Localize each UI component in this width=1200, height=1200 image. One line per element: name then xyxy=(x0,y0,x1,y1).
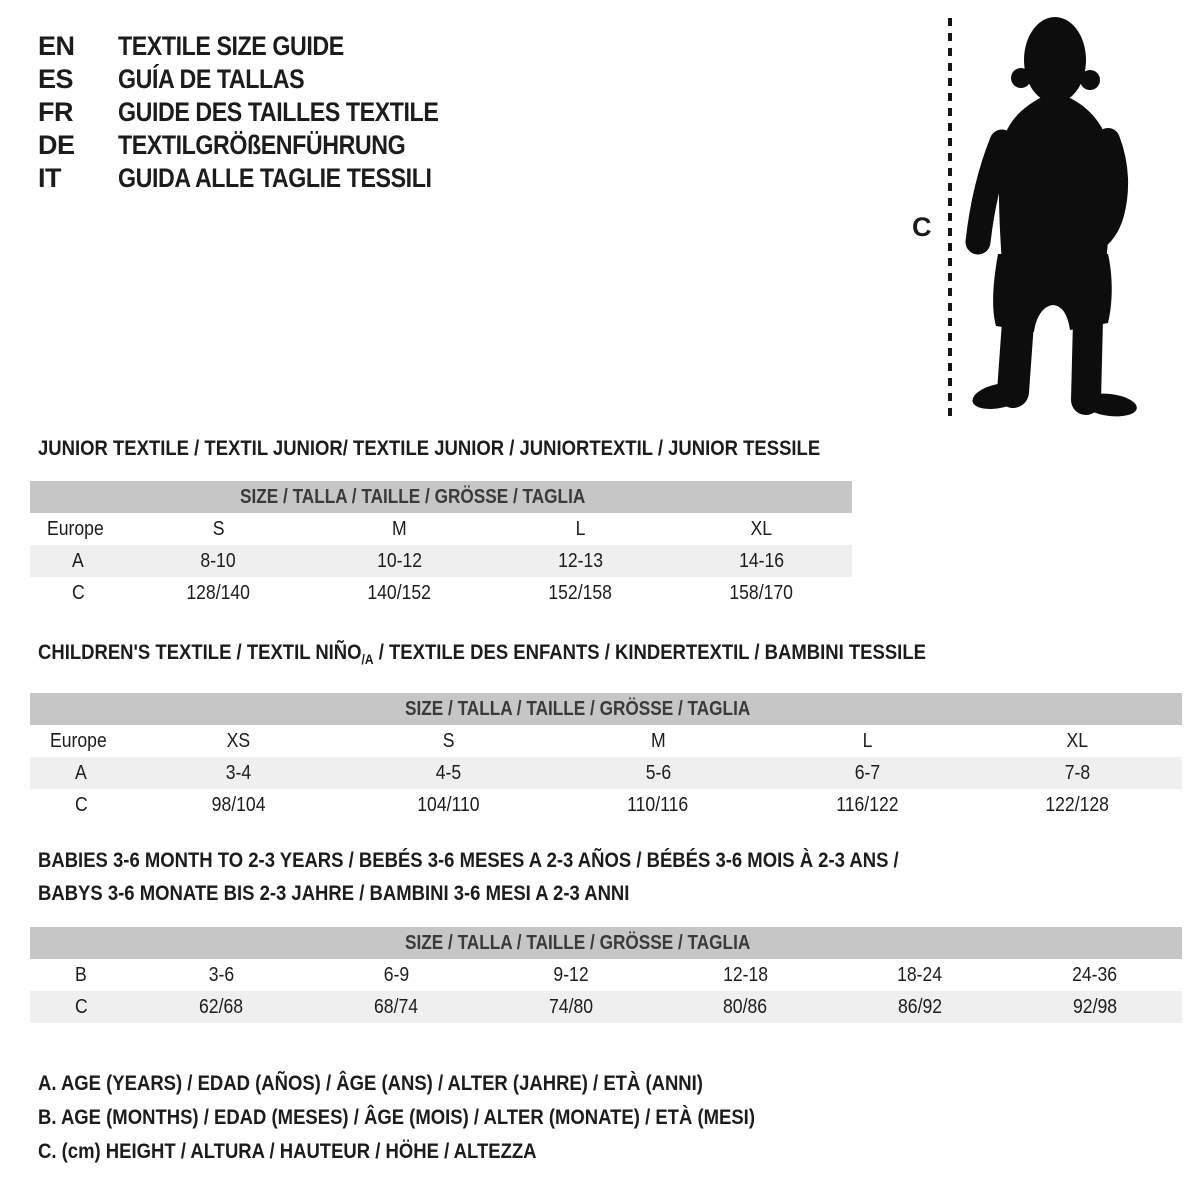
size-value-cell xyxy=(553,725,763,757)
language-code: IT xyxy=(38,163,61,193)
size-value-text: 104/110 xyxy=(417,793,480,816)
size-value-text: 12-18 xyxy=(722,963,768,986)
size-value-text: 6-7 xyxy=(854,761,881,784)
size-value-text: XL xyxy=(1066,729,1088,752)
size-value-text: L xyxy=(575,517,586,540)
row-label-cell xyxy=(30,789,134,821)
size-value-text: L xyxy=(862,729,873,752)
size-value-cell xyxy=(483,991,658,1023)
size-value-cell xyxy=(128,513,309,545)
size-value-cell xyxy=(309,991,484,1023)
size-value-cell xyxy=(833,991,1008,1023)
language-title: GUIDE DES TAILLES TEXTILE xyxy=(118,97,439,127)
size-value-cell xyxy=(671,513,852,545)
size-value-text: 68/74 xyxy=(373,995,419,1018)
row-label-text: C xyxy=(74,995,88,1018)
babies-size-table xyxy=(30,927,1182,1023)
size-value-cell xyxy=(309,545,490,577)
measurement-legend xyxy=(38,1066,872,1168)
size-value-cell xyxy=(134,725,344,757)
size-value-text: 4-5 xyxy=(435,761,462,784)
size-value-cell xyxy=(763,789,973,821)
language-title: TEXTILGRÖßENFÜHRUNG xyxy=(118,130,406,160)
size-value-cell xyxy=(972,725,1182,757)
size-value-text: M xyxy=(650,729,666,752)
children-table-title-text xyxy=(38,636,926,676)
size-value-cell xyxy=(490,513,671,545)
size-value-text: 3-6 xyxy=(208,963,235,986)
size-value-text: 92/98 xyxy=(1072,995,1117,1018)
size-value-text: M xyxy=(392,517,407,540)
language-row xyxy=(38,63,491,96)
size-value-text: 24-36 xyxy=(1072,963,1118,986)
row-label-cell xyxy=(30,545,128,577)
size-value-text: 9-12 xyxy=(553,963,589,986)
language-code: DE xyxy=(38,130,75,160)
measurement-figure xyxy=(900,0,1200,440)
size-value-text: 62/68 xyxy=(199,995,244,1018)
size-value-text: 12-13 xyxy=(557,549,604,572)
table-header-cell xyxy=(30,693,1182,725)
size-value-text: 80/86 xyxy=(723,995,768,1018)
language-code: EN xyxy=(38,31,75,61)
size-value-cell xyxy=(763,757,973,789)
table-row xyxy=(30,757,1182,789)
height-marker-label: C xyxy=(912,212,932,242)
junior-table-title-text: JUNIOR TEXTILE / TEXTIL JUNIOR/ TEXTILE JUNIOR / JUNIORTEXTIL / JUNIOR TESSILE xyxy=(38,436,821,460)
language-row xyxy=(38,30,491,63)
size-table-grid xyxy=(30,693,1182,821)
babies-table-title-line1: BABIES 3-6 MONTH TO 2-3 YEARS / BEBÉS 3-6 MESES A 2-3 AÑOS / BÉBÉS 3-6 MOIS À 2-3 ANS / xyxy=(38,848,899,872)
children-table-title xyxy=(38,636,1071,676)
row-label-cell xyxy=(30,577,128,609)
size-value-text: 98/104 xyxy=(211,793,266,816)
size-value-cell xyxy=(833,959,1008,991)
size-value-cell xyxy=(658,991,833,1023)
size-value-text: S xyxy=(212,517,225,540)
size-value-text: 3-4 xyxy=(226,761,252,784)
language-code: FR xyxy=(38,97,73,127)
size-value-text: XL xyxy=(750,517,773,540)
row-label-cell xyxy=(30,725,134,757)
size-value-cell xyxy=(128,577,309,609)
table-row xyxy=(30,513,852,545)
table-header-row xyxy=(30,693,1182,725)
size-value-cell xyxy=(134,757,344,789)
size-value-text: 74/80 xyxy=(548,995,593,1018)
size-value-text: 86/92 xyxy=(897,995,942,1018)
size-value-text: 18-24 xyxy=(897,963,943,986)
size-value-text: 116/122 xyxy=(836,793,899,816)
size-value-cell xyxy=(490,577,671,609)
table-header-text: SIZE / TALLA / TAILLE / GRÖSSE / TAGLIA xyxy=(240,485,586,508)
size-value-cell xyxy=(553,757,763,789)
size-value-cell xyxy=(344,757,554,789)
children-title-prefix: CHILDREN'S TEXTILE / TEXTIL NIÑO xyxy=(38,640,362,664)
table-header-cell xyxy=(30,481,852,513)
size-value-cell xyxy=(972,789,1182,821)
row-label-text: B xyxy=(75,963,88,986)
size-value-cell xyxy=(309,959,484,991)
junior-table-title xyxy=(38,432,948,465)
legend-line-c: C. (cm) HEIGHT / ALTURA / HAUTEUR / HÖHE / ALTEZZA xyxy=(38,1139,537,1163)
language-title: GUÍA DE TALLAS xyxy=(118,64,305,94)
language-title: GUIDA ALLE TAGLIE TESSILI xyxy=(118,163,432,193)
babies-table-title-line2: BABYS 3-6 MONATE BIS 2-3 JAHRE / BAMBINI 3-6 MESI A 2-3 ANNI xyxy=(38,881,630,905)
size-value-text: 14-16 xyxy=(738,549,785,572)
children-title-suffix: / TEXTILE DES ENFANTS / KINDERTEXTIL / BAMBINI TESSILE xyxy=(373,640,926,664)
size-value-cell xyxy=(128,545,309,577)
row-label-cell xyxy=(30,757,134,789)
size-value-text: S xyxy=(442,729,455,752)
table-header-cell xyxy=(30,927,1182,959)
size-value-cell xyxy=(671,545,852,577)
row-label-text: A xyxy=(75,761,88,784)
size-value-cell xyxy=(344,789,554,821)
size-value-text: 7-8 xyxy=(1064,761,1090,784)
size-value-text: 110/116 xyxy=(627,793,689,816)
row-label-text: C xyxy=(74,793,88,816)
size-value-cell xyxy=(763,725,973,757)
toddler-silhouette-image xyxy=(962,14,1140,418)
size-value-cell xyxy=(658,959,833,991)
size-value-cell xyxy=(490,545,671,577)
size-value-cell xyxy=(309,577,490,609)
legend-line-b: B. AGE (MONTHS) / EDAD (MESES) / ÂGE (MOIS) / ALTER (MONATE) / ETÀ (MESI) xyxy=(38,1105,755,1129)
language-title-list xyxy=(38,30,491,195)
row-label-cell xyxy=(30,991,134,1023)
table-header-row xyxy=(30,481,852,513)
size-value-cell xyxy=(1007,991,1182,1023)
children-size-table xyxy=(30,693,1182,821)
language-row xyxy=(38,162,491,195)
size-value-cell xyxy=(972,757,1182,789)
size-value-text: XS xyxy=(227,729,251,752)
size-value-cell xyxy=(309,513,490,545)
size-table-grid xyxy=(30,481,852,609)
language-row xyxy=(38,129,491,162)
legend-line-a: A. AGE (YEARS) / EDAD (AÑOS) / ÂGE (ANS) / ALTER (JAHRE) / ETÀ (ANNI) xyxy=(38,1071,703,1095)
size-value-cell xyxy=(553,789,763,821)
height-measure-dashed-line xyxy=(948,18,952,416)
table-row xyxy=(30,959,1182,991)
row-label-text: A xyxy=(72,549,85,572)
size-value-text: 152/158 xyxy=(548,581,613,604)
table-row xyxy=(30,789,1182,821)
size-value-text: 140/152 xyxy=(367,581,432,604)
table-row xyxy=(30,725,1182,757)
size-value-text: 122/128 xyxy=(1045,793,1109,816)
size-value-text: 128/140 xyxy=(186,581,251,604)
size-value-text: 8-10 xyxy=(200,549,237,572)
row-label-text: Europe xyxy=(46,517,104,540)
children-title-subscript: /A xyxy=(361,651,374,667)
size-value-cell xyxy=(134,789,344,821)
row-label-cell xyxy=(30,513,128,545)
table-row xyxy=(30,991,1182,1023)
size-value-cell xyxy=(134,991,309,1023)
size-value-cell xyxy=(344,725,554,757)
table-header-text: SIZE / TALLA / TAILLE / GRÖSSE / TAGLIA xyxy=(405,697,751,720)
size-value-cell xyxy=(671,577,852,609)
language-code: ES xyxy=(38,64,74,94)
babies-table-title xyxy=(38,844,1039,910)
language-title: TEXTILE SIZE GUIDE xyxy=(118,31,344,61)
size-value-text: 10-12 xyxy=(376,549,423,572)
row-label-cell xyxy=(30,959,134,991)
row-label-text: Europe xyxy=(49,729,107,752)
size-value-text: 6-9 xyxy=(383,963,409,986)
table-header-row xyxy=(30,927,1182,959)
size-table-grid xyxy=(30,927,1182,1023)
size-value-cell xyxy=(1007,959,1182,991)
size-value-cell xyxy=(134,959,309,991)
row-label-text: C xyxy=(71,581,85,604)
language-row xyxy=(38,96,491,129)
size-value-text: 5-6 xyxy=(645,761,671,784)
table-row xyxy=(30,577,852,609)
size-value-text: 158/170 xyxy=(729,581,794,604)
table-header-text: SIZE / TALLA / TAILLE / GRÖSSE / TAGLIA xyxy=(405,931,751,954)
junior-size-table xyxy=(30,481,852,609)
size-value-cell xyxy=(483,959,658,991)
table-row xyxy=(30,545,852,577)
